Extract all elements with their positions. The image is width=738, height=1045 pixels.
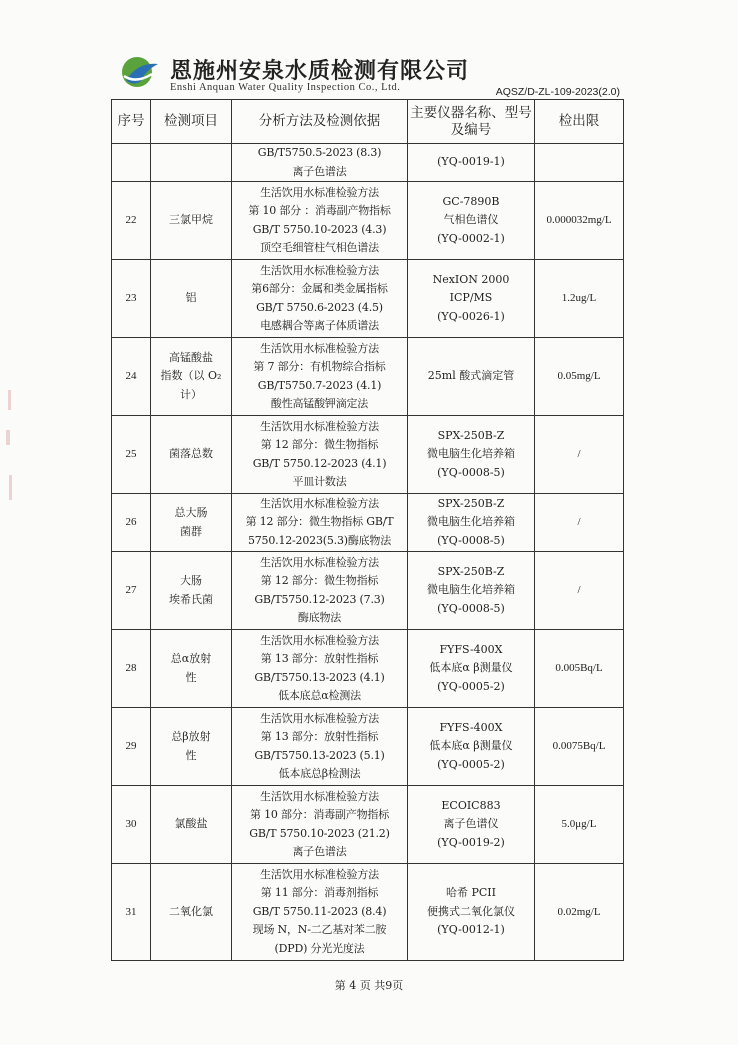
cell-instrument xyxy=(408,260,535,338)
cell-instrument-line: ECOIC883 xyxy=(441,798,501,812)
cell-item-line: 菌群 xyxy=(180,524,202,538)
table-row xyxy=(112,416,624,494)
cell-method-line: 生活饮用水标准检验方法 xyxy=(260,789,379,803)
cell-instrument-line: ICP/MS xyxy=(449,291,493,305)
cell-method-line: 酶底物法 xyxy=(297,611,342,624)
cell-item-line: 三氯甲烷 xyxy=(169,213,213,227)
cell-no: 25 xyxy=(112,416,151,494)
cell-method xyxy=(232,416,408,494)
cell-instrument-line: 气相色谱仪 xyxy=(443,213,499,227)
cell-item-line: 总α放射 xyxy=(170,652,212,665)
cell-method xyxy=(232,630,408,708)
table-row xyxy=(112,494,624,552)
cell-item-line: 菌落总数 xyxy=(169,447,213,461)
cell-method-line: GB/T5750.7-2023 (4.1) xyxy=(257,378,382,392)
header-no: 序号 xyxy=(112,100,151,144)
cell-item xyxy=(151,182,232,260)
cell-method xyxy=(232,260,408,338)
cell-instrument xyxy=(408,552,535,630)
cell-instrument-line: FYFS-400X xyxy=(439,642,503,656)
table-row xyxy=(112,338,624,416)
cell-method-line: 酸性高锰酸钾滴定法 xyxy=(270,397,369,410)
cell-method-line: GB/T5750.13-2023 (4.1) xyxy=(254,670,385,684)
cell-item xyxy=(151,338,232,416)
cell-method-line: 5750.12-2023(5.3)酶底物法 xyxy=(247,533,392,547)
cell-instrument-line: 低本底α β测量仪 xyxy=(429,739,513,753)
cell-item-line: 计） xyxy=(180,387,202,401)
cell-item-line: 二氧化氯 xyxy=(169,904,213,918)
cell-method-line: 低本底总β检测法 xyxy=(278,767,361,780)
cell-item xyxy=(151,786,232,864)
cell-instrument-line: (YQ-0012-1) xyxy=(437,923,505,937)
cell-no: 31 xyxy=(112,864,151,961)
cell-method-line: 第 12 部分：微生物指标 xyxy=(260,438,379,451)
cell-instrument-line: (YQ-0008-5) xyxy=(437,465,505,479)
cell-instrument-line: 微电脑生化培养箱 xyxy=(427,447,515,461)
cell-item-line: 性 xyxy=(185,748,197,762)
cell-instrument xyxy=(408,338,535,416)
cell-method-line: 生活饮用水标准检验方法 xyxy=(260,633,379,647)
cell-method-line: 低本底总α检测法 xyxy=(278,689,361,702)
cell-instrument xyxy=(408,494,535,552)
cell-item-line: 总大肠 xyxy=(174,506,208,519)
inspection-table xyxy=(111,99,624,961)
cell-method-line: 第 7 部分：有机物综合指标 xyxy=(253,360,386,373)
cell-limit: / xyxy=(535,416,624,494)
cell-method xyxy=(232,708,408,786)
cell-method-line: 第 10 部分 ：消毒副产物指标 xyxy=(248,204,391,217)
table-row xyxy=(112,708,624,786)
cell-instrument-line: 25ml 酸式滴定管 xyxy=(427,369,515,383)
cell-method xyxy=(232,144,408,182)
cell-instrument-line: 离子色谱仪 xyxy=(443,817,499,831)
cell-no: 29 xyxy=(112,708,151,786)
cell-method-line: 电感耦合等离子体质谱法 xyxy=(260,319,379,332)
table-row xyxy=(112,630,624,708)
cell-method-line: (DPD) 分光光度法 xyxy=(274,941,365,955)
cell-item-line: 氯酸盐 xyxy=(174,817,208,831)
cell-no: 26 xyxy=(112,494,151,552)
cell-item-line: 大肠 xyxy=(180,574,202,587)
cell-no: 22 xyxy=(112,182,151,260)
header-method: 分析方法及检测依据 xyxy=(232,100,408,144)
page-footer: 第 4 页 共9页 xyxy=(334,979,404,992)
cell-item-line: 埃希氏菌 xyxy=(169,592,213,606)
cell-no: 30 xyxy=(112,786,151,864)
cell-method-line: GB/T 5750.10-2023 (21.2) xyxy=(249,826,390,840)
cell-method-line: 离子色谱法 xyxy=(292,164,347,178)
cell-method-line: GB/T 5750.10-2023 (4.3) xyxy=(252,222,387,236)
letterhead xyxy=(108,50,628,100)
cell-item-line: 性 xyxy=(185,670,197,684)
cell-item xyxy=(151,416,232,494)
cell-item-line: 总β放射 xyxy=(171,730,211,743)
cell-limit: 0.05mg/L xyxy=(535,338,624,416)
cell-item-line: 指数（以 O₂ xyxy=(160,369,222,383)
cell-instrument xyxy=(408,630,535,708)
header-item: 检测项目 xyxy=(151,100,232,144)
cell-method xyxy=(232,182,408,260)
cell-method-line: 第 12 部分：微生物指标 xyxy=(260,574,379,587)
cell-item xyxy=(151,552,232,630)
table-body xyxy=(112,144,624,961)
cell-instrument-line: SPX-250B-Z xyxy=(437,496,505,510)
cell-item xyxy=(151,144,232,182)
cell-instrument xyxy=(408,144,535,182)
cell-method-line: GB/T 5750.6-2023 (4.5) xyxy=(256,300,383,314)
cell-instrument-line: (YQ-0026-1) xyxy=(437,309,505,323)
cell-method-line: 第 13 部分：放射性指标 xyxy=(260,652,379,665)
cell-instrument-line: GC-7890B xyxy=(442,194,500,208)
table-row xyxy=(112,182,624,260)
cell-method-line: 第 11 部分：消毒剂指标 xyxy=(260,886,379,900)
cell-method-line: GB/T 5750.11-2023 (8.4) xyxy=(252,904,387,918)
cell-method-line: GB/T5750.12-2023 (7.3) xyxy=(254,592,385,606)
cell-limit: 1.2ug/L xyxy=(535,260,624,338)
cell-instrument-line: 微电脑生化培养箱 xyxy=(427,583,515,597)
cell-limit: 0.000032mg/L xyxy=(535,182,624,260)
seal-stamp-edge xyxy=(2,380,20,520)
cell-instrument-line: (YQ-0008-5) xyxy=(437,601,505,615)
document-number: AQSZ/D-ZL-109-2023(2.0) xyxy=(495,86,620,98)
cell-limit: 0.0075Bq/L xyxy=(535,708,624,786)
cell-instrument-line: (YQ-0019-1) xyxy=(437,155,505,169)
cell-instrument-line: (YQ-0002-1) xyxy=(437,231,505,245)
cell-instrument-line: SPX-250B-Z xyxy=(437,428,505,442)
cell-instrument-line: (YQ-0008-5) xyxy=(437,533,505,547)
cell-instrument-line: NexION 2000 xyxy=(432,272,510,286)
table-row xyxy=(112,864,624,961)
cell-instrument-line: (YQ-0005-2) xyxy=(437,757,505,771)
cell-instrument-line: (YQ-0019-2) xyxy=(437,835,505,849)
cell-instrument-line: SPX-250B-Z xyxy=(437,564,505,578)
cell-item xyxy=(151,630,232,708)
cell-item xyxy=(151,864,232,961)
cell-method-line: 生活饮用水标准检验方法 xyxy=(260,555,379,569)
cell-limit: 0.02mg/L xyxy=(535,864,624,961)
cell-method xyxy=(232,552,408,630)
cell-method xyxy=(232,786,408,864)
cell-item xyxy=(151,708,232,786)
cell-no xyxy=(112,144,151,182)
cell-limit xyxy=(535,144,624,182)
cell-method-line: 第 12 部分：微生物指标 GB/T xyxy=(245,515,394,529)
cell-method-line: 生活饮用水标准检验方法 xyxy=(260,263,379,277)
cell-instrument-line: 便携式二氧化氯仪 xyxy=(427,904,515,918)
cell-item-line: 高锰酸盐 xyxy=(169,350,213,364)
cell-instrument xyxy=(408,864,535,961)
cell-method-line: 生活饮用水标准检验方法 xyxy=(260,867,379,881)
cell-instrument-line: 低本底α β测量仪 xyxy=(429,661,513,675)
cell-method-line: GB/T5750.13-2023 (5.1) xyxy=(254,748,385,762)
cell-item-line: 铝 xyxy=(185,291,197,305)
cell-method-line: GB/T5750.5-2023 (8.3) xyxy=(257,146,382,159)
table-header-row xyxy=(112,100,624,144)
cell-method-line: 生活饮用水标准检验方法 xyxy=(260,711,379,725)
cell-method xyxy=(232,338,408,416)
cell-method-line: 生活饮用水标准检验方法 xyxy=(260,185,379,199)
cell-limit: / xyxy=(535,552,624,630)
cell-item xyxy=(151,260,232,338)
cell-no: 24 xyxy=(112,338,151,416)
cell-method-line: 离子色谱法 xyxy=(292,845,347,858)
table-row xyxy=(112,144,624,182)
company-name-cn: 恩施州安泉水质检测有限公司 xyxy=(170,58,470,84)
cell-instrument xyxy=(408,786,535,864)
cell-method xyxy=(232,864,408,961)
cell-method-line: 第 13 部分：放射性指标 xyxy=(260,730,379,743)
cell-limit: / xyxy=(535,494,624,552)
table-row xyxy=(112,260,624,338)
company-logo-icon xyxy=(118,52,164,90)
cell-instrument-line: 哈希 PCII xyxy=(445,886,496,900)
cell-method xyxy=(232,494,408,552)
cell-method-line: 生活饮用水标准检验方法 xyxy=(260,341,379,355)
cell-instrument-line: (YQ-0005-2) xyxy=(437,679,505,693)
cell-method-line: 第6部分：金属和类金属指标 xyxy=(251,282,388,295)
cell-method-line: 现场 N，N-二乙基对苯二胺 xyxy=(252,923,387,937)
cell-method-line: 顶空毛细管柱气相色谱法 xyxy=(260,241,379,254)
cell-method-line: GB/T 5750.12-2023 (4.1) xyxy=(252,456,387,470)
cell-no: 27 xyxy=(112,552,151,630)
cell-item xyxy=(151,494,232,552)
company-name-en: Enshi Anquan Water Quality Inspection Co., Ltd. xyxy=(170,82,401,93)
cell-limit: 0.005Bq/L xyxy=(535,630,624,708)
cell-limit: 5.0μg/L xyxy=(535,786,624,864)
cell-no: 28 xyxy=(112,630,151,708)
cell-instrument-line: 微电脑生化培养箱 xyxy=(427,515,515,529)
cell-method-line: 第 10 部分：消毒副产物指标 xyxy=(250,808,389,821)
table-row xyxy=(112,786,624,864)
header-instrument: 主要仪器名称、型号及编号 xyxy=(408,100,535,144)
cell-instrument-line: FYFS-400X xyxy=(439,720,503,734)
cell-method-line: 生活饮用水标准检验方法 xyxy=(260,419,379,433)
cell-instrument xyxy=(408,708,535,786)
cell-method-line: 平皿计数法 xyxy=(292,475,347,488)
table-row xyxy=(112,552,624,630)
cell-method-line: 生活饮用水标准检验方法 xyxy=(260,496,379,510)
cell-no: 23 xyxy=(112,260,151,338)
cell-instrument xyxy=(408,182,535,260)
header-limit: 检出限 xyxy=(535,100,624,144)
cell-instrument xyxy=(408,416,535,494)
